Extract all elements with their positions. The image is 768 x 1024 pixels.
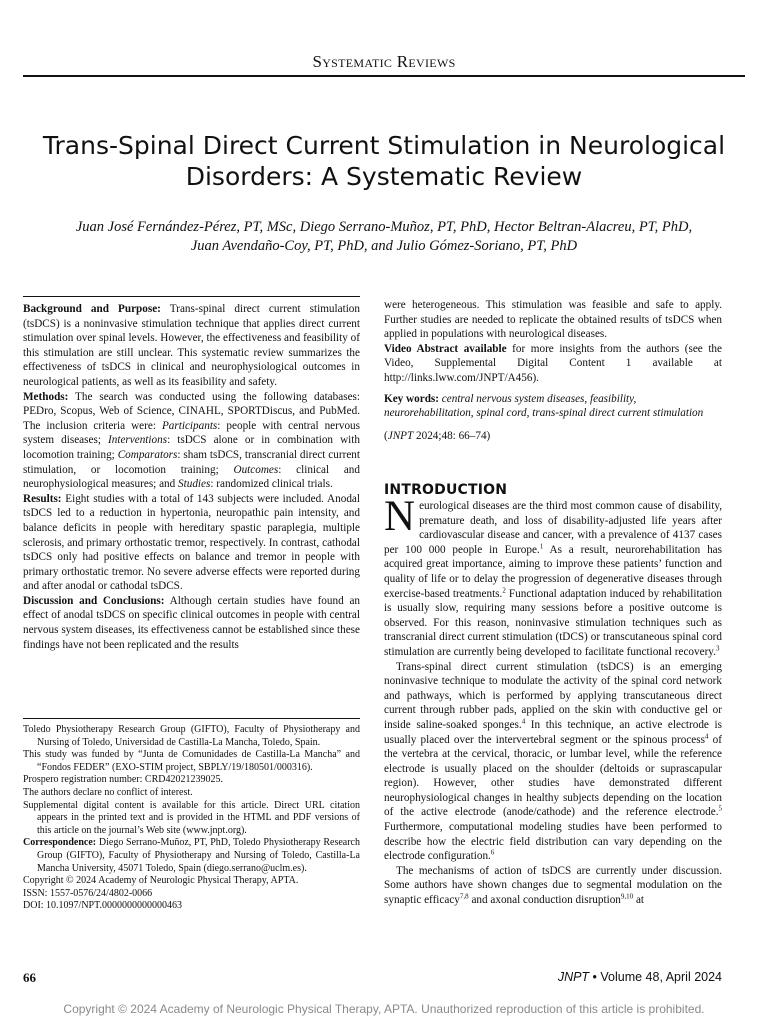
- interventions-label: Interventions: [108, 434, 168, 447]
- citation-journal: JNPT: [387, 429, 414, 442]
- abstract-top-rule: [23, 296, 360, 297]
- footnote-copyright: Copyright © 2024 Academy of Neurologic Physical Therapy, APTA.: [23, 875, 299, 887]
- correspondence-label: Correspondence:: [23, 837, 97, 849]
- background-text: Trans-spinal direct current stimulation (tsDCS) is a noninvasive stimulation technique that applies direct current stimulation over spinal levels. However, the effectiveness and feasibility of this stimulation are still unclear. This systematic review summarizes the effectiveness of tsDCS in clinical and neurophysiological outcomes in neurological patients, as well as its feasibility and safety.: [23, 303, 360, 388]
- video-text: for more insights from the authors (see the Video, Supplemental Digital Content 1 available at http://links.lww.com/JNPT/A456).: [384, 342, 722, 384]
- footnote-doi: DOI: 10.1097/NPT.0000000000000463: [23, 900, 182, 912]
- ref-7-8: 7,8: [459, 892, 469, 901]
- abstract-results: [23, 492, 360, 594]
- header-rule: [23, 75, 745, 77]
- results-text: Eight studies with a total of 143 subjects were included. Anodal tsDCS led to a reduction in hypertonia, neuropathic pain intensity, and balance deficits in people with hereditary spastic paraplegia, multiple sclerosis, and primary orthostatic tremor, respectively. In contrast, cathodal tsDCS only had positive effects on balance and tremor in people with primary orthostatic tremor. No severe adverse effects were reported during and after anodal or cathodal tsDCS.: [23, 492, 360, 593]
- footnotes: [23, 724, 360, 913]
- ref-4a: 4: [521, 717, 526, 726]
- correspondence-text: Diego Serrano-Muñoz, PT, PhD, Toledo Physiotherapy Research Group (GIFTO), Faculty of Physiotherapy and Nursing of Toledo, Castilla-La Mancha University, 45071 Toledo, Spain (diego.serrano@uclm.es).: [37, 837, 360, 874]
- abstract-right: [384, 298, 722, 443]
- author-list: [20, 218, 748, 256]
- intro-p1-c: Functional adaptation induced by rehabilitation is usually slow, requiring many sessions before a positive outcome is observed. For this reason, noninvasive stimulation techniques such as transcranial direct current stimulation (tDCS) or transcutaneous spinal cord stimulation are currently being developed to facilitate functional recovery.: [384, 587, 722, 658]
- outcomes-label: Outcomes: [233, 463, 279, 476]
- footnote-issn: ISSN: 1557-0576/24/4802-0066: [23, 887, 153, 899]
- footnote-affiliation: Toledo Physiotherapy Research Group (GIFTO), Faculty of Physiotherapy and Nursing of Toledo, Universidad de Castilla-La Mancha, Toledo, Spain.: [23, 724, 360, 748]
- ref-9-10: 9,10: [620, 892, 634, 901]
- intro-paragraph-2: [384, 660, 722, 864]
- section-header: Systematic Reviews: [312, 52, 456, 71]
- abstract-discussion: [23, 594, 360, 652]
- ref-1: 1: [539, 542, 544, 551]
- comparators-label: Comparators: [117, 448, 178, 461]
- footnote-conflict: The authors declare no conflict of interest.: [23, 786, 193, 798]
- participants-label: Participants: [161, 419, 218, 432]
- journal-name: JNPT: [557, 970, 590, 984]
- methods-text-1: The search was conducted using the following databases: PEDro, Scopus, Web of Science, CINAHL, SPORTDiscus, and PubMed. The inclusion criteria were:: [23, 390, 360, 432]
- ref-4b: 4: [704, 731, 709, 740]
- keywords-label: Key words:: [384, 392, 439, 405]
- ref-6: 6: [490, 848, 495, 857]
- keywords: [384, 392, 722, 421]
- keywords-text: central nervous system diseases, feasibility, neurorehabilitation, spinal cord, trans-spinal direct current stimulation: [384, 392, 704, 420]
- ref-3: 3: [715, 644, 720, 653]
- abstract-background: [23, 302, 360, 390]
- methods-text-6: : randomized clinical trials.: [210, 478, 333, 491]
- intro-p1-b: As a result, neurorehabilitation has acquired great importance, aiming to improve these patients’ function and quality of life or to delay the progression of degenerative diseases through exercise-based treatments.: [384, 543, 722, 600]
- journal-volume: • Volume 48, April 2024: [589, 970, 722, 984]
- introduction-section: [384, 482, 722, 908]
- authors-line-1: Juan José Fernández-Pérez, PT, MSc, Diego Serrano-Muñoz, PT, PhD, Hector Beltran-Alacreu, PT, PhD,: [75, 219, 693, 235]
- studies-label: Studies: [178, 478, 211, 491]
- intro-paragraph-3: [384, 864, 722, 908]
- footnote-supplemental: Supplemental digital content is available for this article. Direct URL citation appears in the printed text and is provided in the HTML and PDF versions of this article on the journal’s Web site (www.jnpt.org).: [23, 799, 360, 836]
- video-abstract: [384, 342, 722, 386]
- introduction-heading: INTRODUCTION: [384, 482, 508, 498]
- methods-text-5: : clinical and neurophysiological measures; and: [23, 463, 360, 491]
- intro-paragraph-1: [384, 493, 722, 660]
- ref-5: 5: [718, 804, 722, 813]
- ref-2: 2: [502, 585, 506, 594]
- footnote-rule: [23, 718, 360, 719]
- methods-label: Methods:: [23, 390, 69, 403]
- footnote-correspondence: [23, 837, 360, 875]
- drop-cap: N: [384, 493, 416, 540]
- citation-rest: 2024;48: 66–74): [413, 429, 491, 442]
- intro-p2-d: Furthermore, computational modeling studies have been performed to describe how the electric field distribution can vary depending on the electrode configuration.: [384, 821, 722, 863]
- copyright-notice: Copyright © 2024 Academy of Neurologic Physical Therapy, APTA. Unauthorized reproduction of this article is prohibited.: [63, 1002, 705, 1016]
- intro-p1-a: eurological diseases are the third most common cause of disability, premature death, and loss of disability-adjusted life years after cardiovascular disease and cancer, with a prevalence of 4137 cases per 100 000 people in Europe.: [384, 500, 722, 556]
- footnote-funding: This study was funded by “Junta de Comunidades de Castilla-La Mancha” and “Fondos FEDER” (EXO-STIM project, SBPLY/19/180501/000316).: [23, 749, 360, 773]
- intro-p2-a: Trans-spinal direct current stimulation (tsDCS) is an emerging noninvasive technique to modulate the activity of the spinal cord network and pathways, which is performed by applying transcutaneous direct current through rubber pads, applied on the skin with conductive gel or inside saline-soaked sponges.: [384, 660, 722, 731]
- background-label: Background and Purpose:: [23, 303, 161, 315]
- intro-p3-b: and axonal conduction disruption: [468, 894, 621, 907]
- article-title: [20, 130, 748, 192]
- abstract-left: [23, 302, 360, 652]
- intro-p3-a: The mechanisms of action of tsDCS are currently under discussion. Some authors have shown changes due to segmental modulation on the synaptic efficacy: [384, 864, 722, 907]
- discussion-label: Discussion and Conclusions:: [23, 594, 165, 607]
- journal-footer: [558, 970, 722, 984]
- abstract-methods: [23, 390, 360, 492]
- authors-line-2: Juan Avendaño-Coy, PT, PhD, and Julio Gómez-Soriano, PT, PhD: [190, 238, 578, 254]
- results-label: Results:: [23, 492, 62, 505]
- video-label: Video Abstract available: [384, 342, 507, 355]
- methods-text-3: : tsDCS alone or in combination with locomotion training;: [23, 434, 360, 461]
- abstract-continuation: were heterogeneous. This stimulation was feasible and safe to apply. Further studies are needed to replicate the obtained results of tsDCS when applied in populations with neurological diseases.: [384, 299, 722, 341]
- title-line-2: Disorders: A Systematic Review: [185, 162, 583, 191]
- intro-p2-b: In this technique, an active electrode is usually placed over the intervertebral segment or the spinous process: [384, 718, 722, 746]
- intro-p3-c: at: [633, 894, 645, 907]
- intro-p2-c: of the vertebra at the cervical, thoracic, or lumbar level, while the reference electrode is usually placed on the shoulder (deltoids or suprascapular region). However, other studies have demonstrated different neurophysiological changes in healthy subjects depending on the location of the active electrode (anode/cathode) and the reference electrode.: [384, 733, 722, 819]
- title-line-1: Trans-Spinal Direct Current Stimulation in Neurological: [42, 131, 726, 160]
- page-number: 66: [23, 970, 36, 985]
- footnote-prospero: Prospero registration number: CRD42021239025.: [23, 774, 223, 786]
- citation: (JNPT 2024;48: 66–74): [384, 429, 491, 442]
- methods-text-2: : people with central nervous system diseases;: [23, 419, 360, 447]
- discussion-text: Although certain studies have found an effect of anodal tsDCS on specific clinical outcomes in people with central nervous system diseases, its effectiveness cannot be established since these findings have not been replicated and the results: [23, 594, 361, 651]
- methods-text-4: : sham tsDCS, transcranial direct current stimulation, or locomotion training;: [23, 448, 360, 476]
